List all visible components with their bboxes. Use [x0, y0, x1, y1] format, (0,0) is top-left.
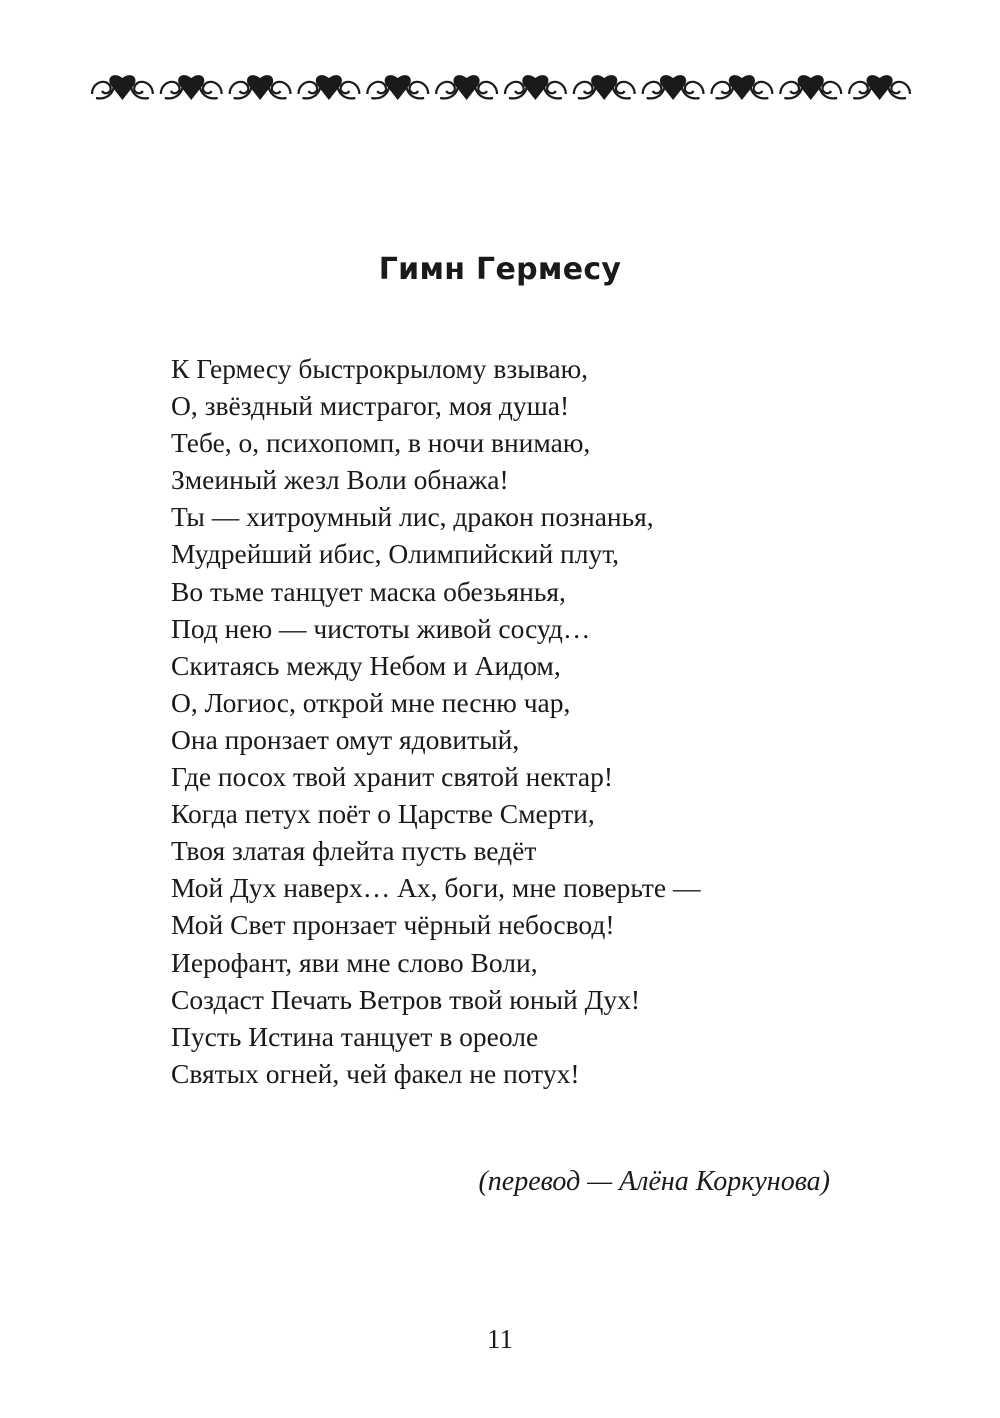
ornament-motif — [780, 75, 841, 100]
poem-line: О, Логиос, открой мне песню чар, — [171, 686, 571, 718]
poem-line: О, звёздный мистрагог, моя душа! — [171, 390, 570, 422]
poem-line: Создаст Печать Ветров твой юный Дух! — [171, 983, 641, 1015]
ornament-motif — [574, 75, 635, 100]
ornament-motif — [299, 75, 360, 100]
poem-line: Змеиный жезл Воли обнажа! — [171, 464, 509, 496]
ornament-motif — [505, 75, 566, 100]
poem-line: Тебе, о, психопомп, в ночи внимаю, — [171, 427, 591, 459]
poem-line: Иерофант, яви мне слово Воли, — [171, 946, 538, 978]
ornament-motif — [712, 75, 773, 100]
page-number: 11 — [487, 1324, 513, 1354]
poem-line: К Гермесу быстрокрылому взываю, — [171, 353, 588, 384]
ornament-motif — [849, 75, 910, 100]
poem-line: Скитаясь между Небом и Аидом, — [171, 649, 561, 681]
poem-line: Мудрейший ибис, Олимпийский плут, — [171, 538, 620, 570]
ornament-motif — [92, 75, 153, 100]
poem-line: Пусть Истина танцует в ореоле — [171, 1020, 539, 1052]
poem-line: Когда петух поёт о Царстве Смерти, — [171, 798, 595, 830]
ornament-motif — [230, 75, 291, 100]
poem-line: Под нею — чистоты живой сосуд… — [171, 612, 591, 644]
poem-line: Твоя златая флейта пусть ведёт — [171, 835, 537, 867]
poem-line: Мой Дух наверх… Ах, боги, мне поверьте — — [171, 872, 701, 904]
poem-line: Ты — хитроумный лис, дракон познанья, — [171, 501, 654, 533]
ornament-motif — [643, 75, 704, 100]
poem-line: Где посох твой хранит святой нектар! — [171, 761, 614, 793]
ornament-motif — [161, 75, 222, 100]
ornament-motif — [436, 75, 497, 100]
poem-body — [171, 350, 871, 1092]
decorative-ornament-border — [88, 64, 914, 104]
poem-line: Во тьме танцует маска обезьянья, — [171, 575, 566, 607]
poem-title: Гимн Гермесу — [378, 252, 622, 288]
poem-line: Она пронзает омут ядовитый, — [171, 723, 520, 755]
poem-line: Мой Свет пронзает чёрный небосвод! — [171, 909, 615, 941]
poem-line: Святых огней, чей факел не потух! — [171, 1057, 580, 1089]
ornament-motif — [367, 75, 428, 100]
translation-credit: (перевод — Алёна Коркунова) — [478, 1166, 830, 1197]
